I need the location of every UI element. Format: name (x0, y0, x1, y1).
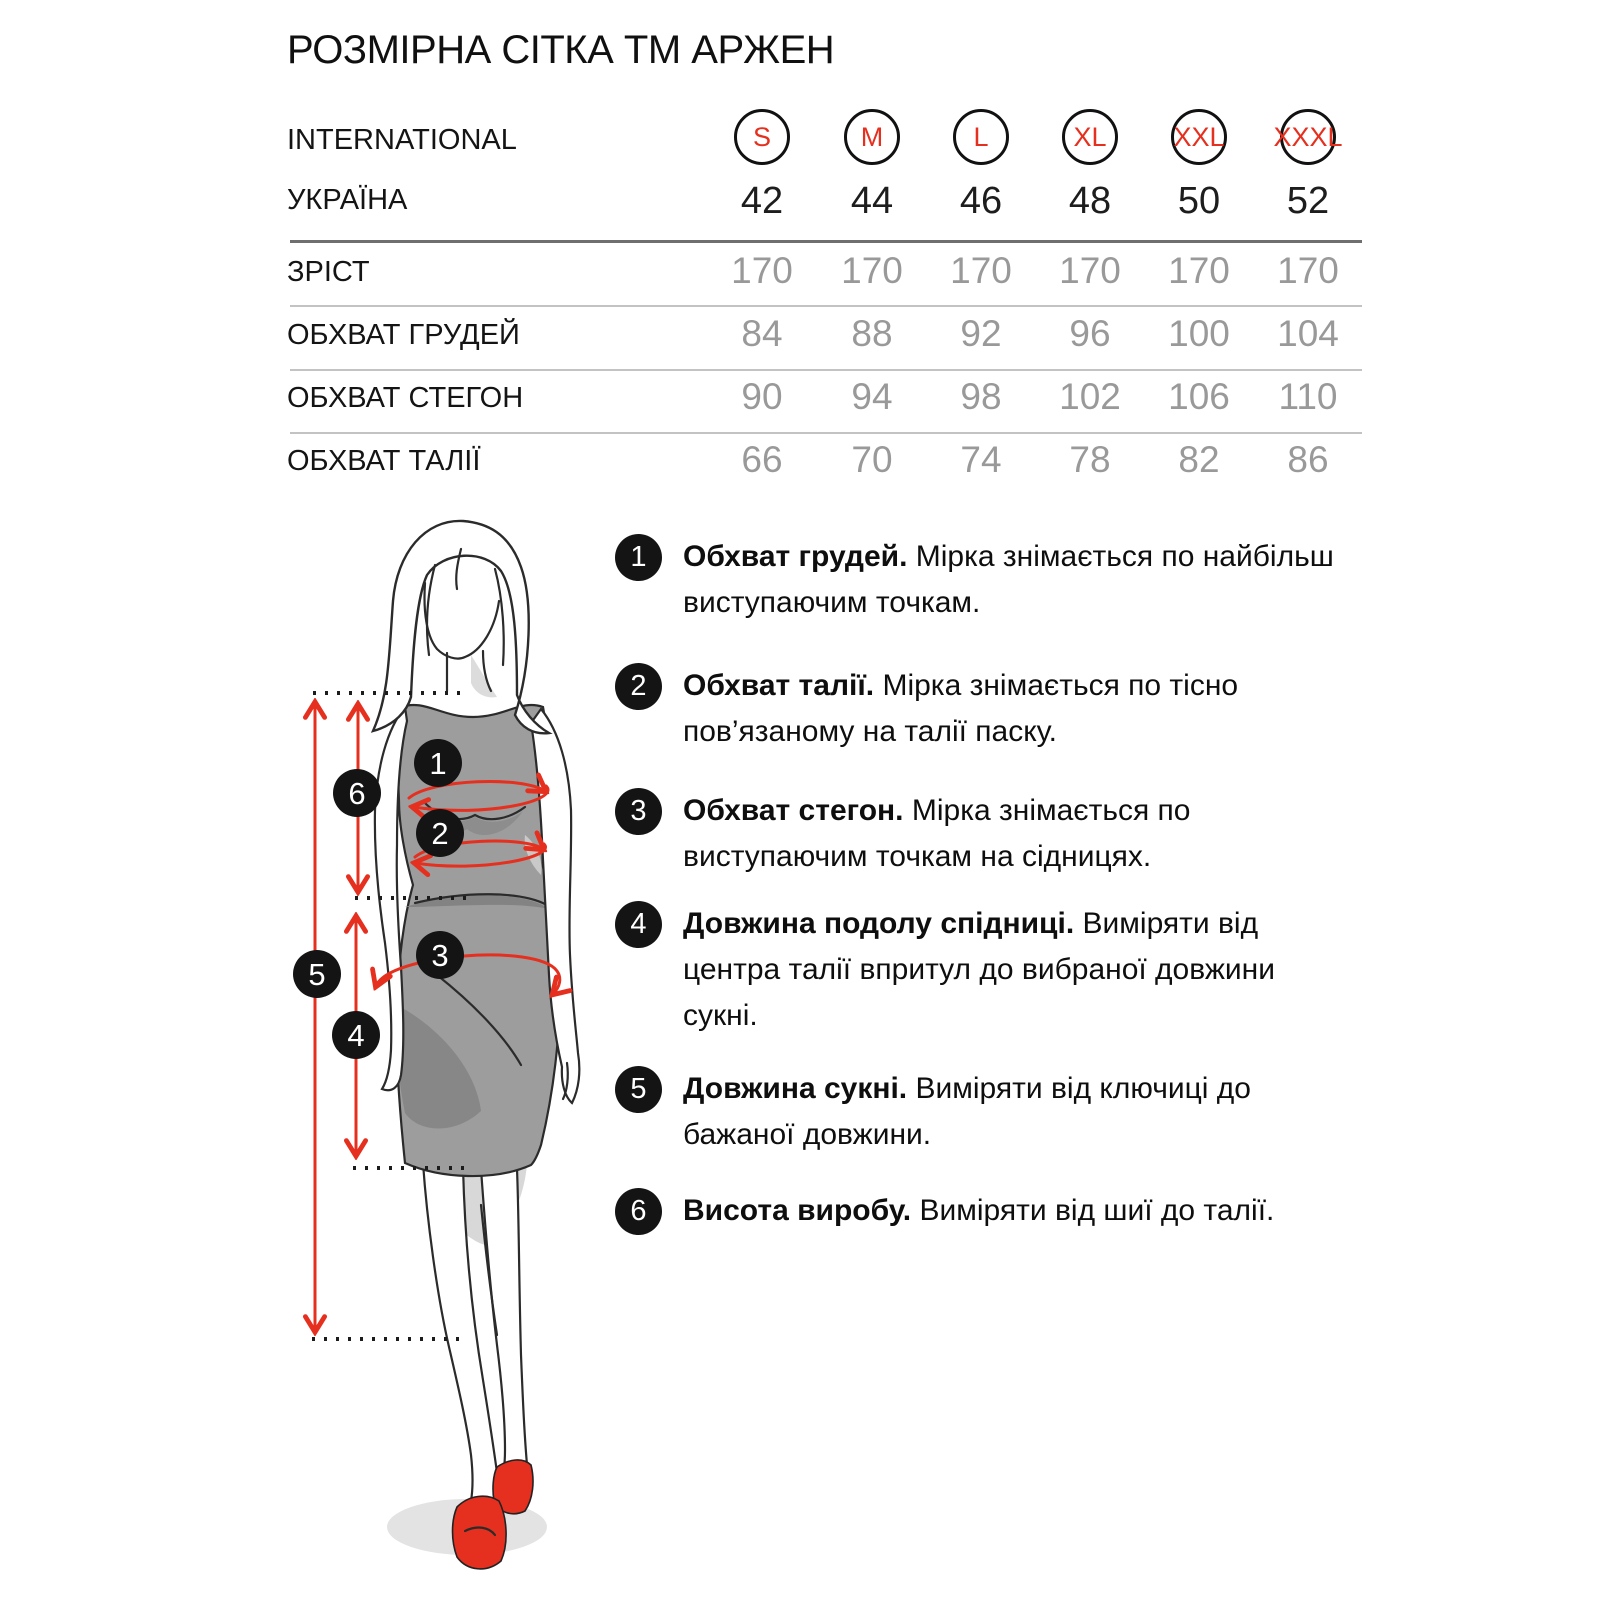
table-cell: 110 (1278, 376, 1338, 417)
table-rule (290, 305, 1362, 307)
note-desc-6: Виміряти від шиї до талії. (919, 1194, 1275, 1227)
table-cell: 70 (851, 439, 893, 480)
figure-marker-4-label: 4 (347, 1018, 365, 1053)
table-cell: 170 (1059, 250, 1121, 291)
table-cell: 66 (741, 439, 783, 480)
row-label-hips: ОБХВАТ СТЕГОН (287, 382, 524, 414)
note-badge-3: 3 (615, 788, 662, 835)
table-rule (290, 369, 1362, 371)
table-cell: 106 (1168, 376, 1230, 417)
note-text-6 (683, 1188, 1355, 1234)
ua-size-cell: 46 (959, 180, 1003, 222)
measurement-note-3 (615, 788, 1375, 880)
head (373, 521, 549, 733)
note-term-1: Обхват грудей. (683, 540, 908, 573)
measurement-note-1 (615, 534, 1375, 626)
table-cell: 170 (841, 250, 903, 291)
note-badge-4: 4 (615, 901, 662, 948)
row-label-international: INTERNATIONAL (287, 124, 517, 156)
page-title: РОЗМІРНА СІТКА ТМ АРЖЕН (287, 28, 835, 72)
table-cell: 84 (741, 313, 783, 354)
measurement-note-2 (615, 663, 1375, 755)
ua-size-cell: 50 (1177, 180, 1221, 222)
row-label-height: ЗРІСТ (287, 256, 370, 288)
front-shoe (453, 1496, 507, 1569)
note-desc-4: Виміряти від центра талії впритул до вибраної довжини сукні. (683, 907, 1275, 1032)
note-desc-3: Мірка знімається по виступаючим точкам на сідницях. (683, 794, 1191, 873)
note-badge-2: 2 (615, 663, 662, 710)
note-desc-1: Мірка знімається по найбільш виступаючим точкам. (683, 540, 1334, 619)
figure-marker-6-label: 6 (348, 776, 366, 811)
table-cell: 90 (741, 376, 783, 417)
ua-size-cell: 42 (740, 180, 784, 222)
table-cell: 170 (1277, 250, 1339, 291)
table-cell: 170 (731, 250, 793, 291)
table-cell: 102 (1059, 376, 1121, 417)
ua-size-cell: 48 (1068, 180, 1112, 222)
measurement-note-6 (615, 1188, 1375, 1234)
size-badge-s-label: S (752, 121, 771, 152)
ua-size-cell: 44 (850, 180, 894, 222)
size-badge-s (734, 109, 790, 165)
note-badge-6: 6 (615, 1188, 662, 1235)
note-term-5: Довжина сукні. (683, 1072, 908, 1105)
size-badge-m (844, 109, 900, 165)
table-cell: 100 (1168, 313, 1230, 354)
row-label-ukraine: УКРАЇНА (287, 184, 408, 216)
table-cell: 170 (1168, 250, 1230, 291)
row-label-waist: ОБХВАТ ТАЛІЇ (287, 445, 481, 477)
note-text-4 (683, 901, 1355, 1039)
table-cell: 98 (960, 376, 1002, 417)
table-rule-top (290, 240, 1362, 243)
note-badge-5: 5 (615, 1066, 662, 1113)
size-badge-xxl-label: XXL (1173, 121, 1225, 152)
note-text-1 (683, 534, 1355, 626)
size-badge-l-label: L (973, 121, 989, 152)
table-cell: 92 (960, 313, 1002, 354)
size-badge-m-label: M (860, 121, 884, 152)
figure-marker-2-label: 2 (431, 816, 449, 851)
figure-illustration (285, 505, 645, 1575)
note-term-6: Висота виробу. (683, 1194, 912, 1227)
size-badge-xl (1062, 109, 1118, 165)
note-text-5 (683, 1066, 1355, 1158)
table-cell: 170 (950, 250, 1012, 291)
measurement-note-5 (615, 1066, 1375, 1158)
table-cell: 86 (1287, 439, 1329, 480)
note-desc-2: Мірка знімається по тісно пов’язаному на талії паску. (683, 669, 1239, 748)
table-cell: 82 (1178, 439, 1220, 480)
size-badge-l (953, 109, 1009, 165)
note-desc-5: Виміряти від ключиці до бажаної довжини. (683, 1072, 1251, 1151)
measurement-note-4 (615, 901, 1375, 1039)
note-badge-1: 1 (615, 534, 662, 581)
figure-marker-1-label: 1 (429, 746, 447, 781)
size-badge-xxxl (1273, 109, 1343, 165)
size-badge-xl-label: XL (1073, 121, 1107, 152)
table-cell: 104 (1277, 313, 1339, 354)
figure-marker-5-label: 5 (308, 957, 326, 992)
table-cell: 94 (851, 376, 893, 417)
note-text-2 (683, 663, 1355, 755)
note-term-2: Обхват талії. (683, 669, 875, 702)
table-cell: 74 (960, 439, 1002, 480)
table-rule (290, 432, 1362, 434)
note-term-4: Довжина подолу спідниці. (683, 907, 1075, 940)
table-cell: 88 (851, 313, 893, 354)
ua-size-cell: 52 (1286, 180, 1330, 222)
table-cell: 96 (1069, 313, 1111, 354)
note-term-3: Обхват стегон. (683, 794, 904, 827)
table-cell: 78 (1069, 439, 1111, 480)
size-badge-xxxl-label: XXXL (1273, 121, 1343, 152)
size-badge-xxl (1171, 109, 1227, 165)
figure-marker-3-label: 3 (431, 938, 449, 973)
note-text-3 (683, 788, 1355, 880)
row-label-chest: ОБХВАТ ГРУДЕЙ (287, 319, 520, 351)
